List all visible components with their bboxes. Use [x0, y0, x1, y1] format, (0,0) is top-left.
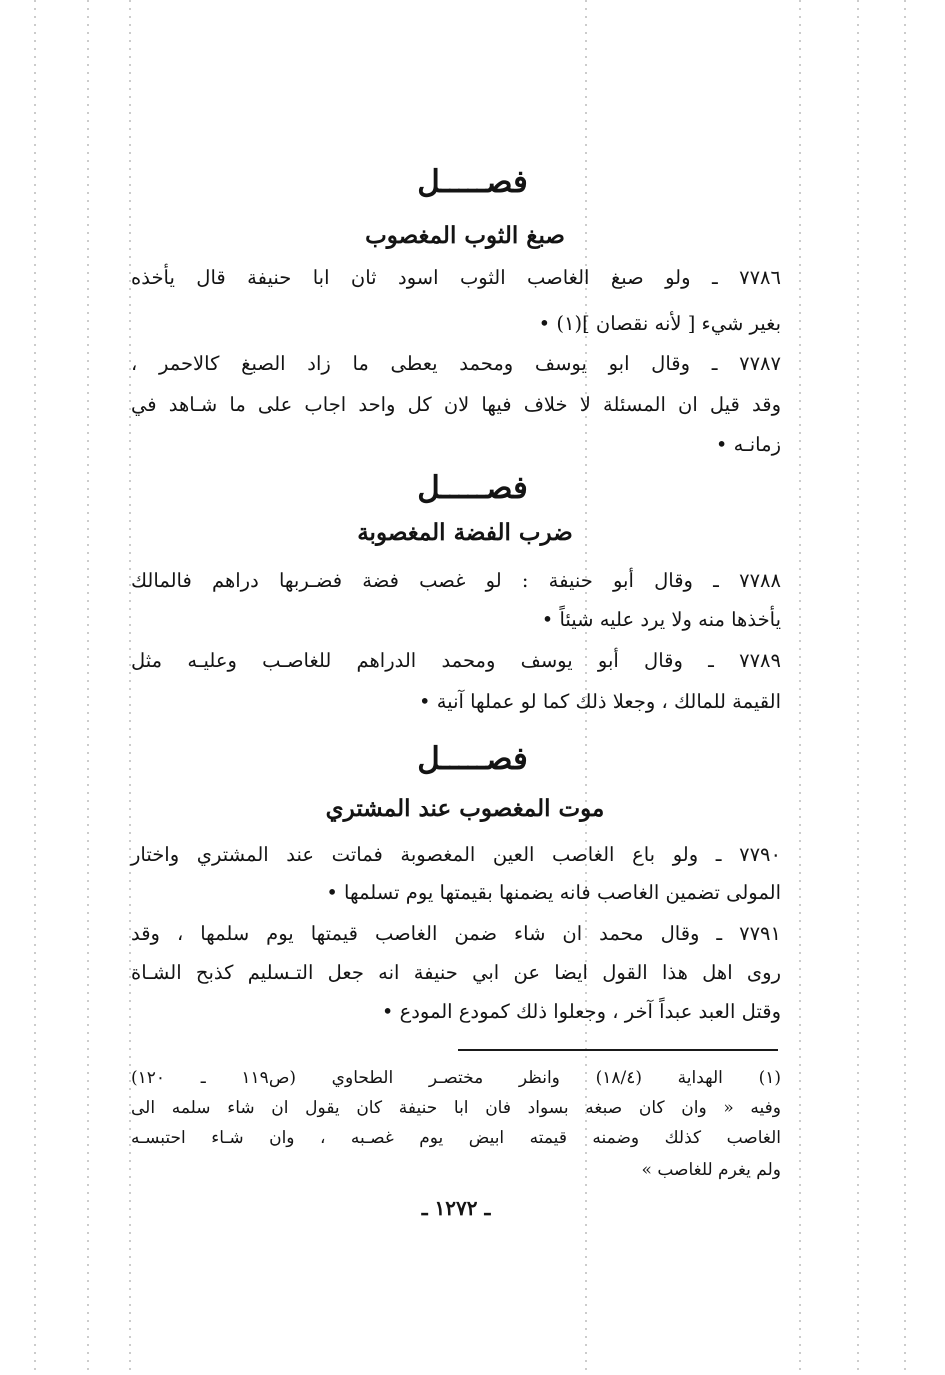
paragraph-line: ٧٧٩٠ ـ ولو باع الغاصب العين المغصوبة فماتت عند المشتري واختار [131, 843, 781, 866]
section-heading: فصـــــل [417, 470, 528, 506]
section-heading: فصـــــل [417, 164, 528, 200]
paragraph-line: وقد قيل ان المسئلة لا خلاف فيها لان كل واحد اجاب على ما شـاهد في [131, 393, 781, 416]
footnote-line: ولم يغرم للغاصب » [641, 1160, 781, 1180]
paragraph-line: بغير شيء [ لأنه نقصان ](١) • [538, 312, 781, 335]
paragraph-line: القيمة للمالك ، وجعلا ذلك كما لو عملها آنية • [419, 690, 781, 713]
paragraph-line: ٧٧٨٦ ـ ولو صبغ الغاصب الثوب اسود ثان ابا حنيفة قال يأخذه [131, 266, 781, 289]
page-number: ـ ١٢٧٢ ـ [421, 1196, 491, 1220]
footnote-line: (١) الهداية (١٨/٤) وانظر مختصـر الطحاوي (ص١١٩ ـ ١٢٠) [131, 1068, 781, 1088]
paragraph-line: ٧٧٩١ ـ وقال محمد ان شاء ضمن الغاصب قيمتها يوم سلمها ، وقد [131, 922, 781, 945]
paragraph-line: ٧٧٨٨ ـ وقال أبو حنيفة : لو غصب فضة فضـربها دراهم فالمالك [131, 569, 781, 592]
section-heading: فصـــــل [417, 741, 528, 777]
section-subheading: موت المغصوب عند المشتري [325, 795, 605, 822]
paragraph-line: ٧٧٨٧ ـ وقال ابو يوسف ومحمد يعطى ما زاد الصبغ كالاحمر ، [131, 352, 781, 375]
footnote-line: وفيه « وان كان صبغه بسواد فان ابا حنيفة كان يقول ان شاء سلمه الى [131, 1098, 781, 1118]
paragraph-line: ٧٧٨٩ ـ وقال أبو يوسف ومحمد الدراهم للغاصـب وعليـه مثل [131, 649, 781, 672]
paragraph-line: روى اهل هذا القول ايضا عن ابي حنيفة انه جعل التـسليم كذبح الشـاة [131, 961, 781, 984]
paragraph-line: يأخذها منه ولا يرد عليه شيئاً • [541, 608, 781, 631]
paragraph-line: زمانـه • [715, 433, 781, 456]
paragraph-line: وقتل العبد عبداً آخر ، وجعلوا ذلك كمودع المودع • [381, 1000, 781, 1023]
footnote-line: الغاصب كذلك وضمنه قيمته ابيض يوم غصـبه ، وان شـاء احتبسـه [131, 1128, 781, 1148]
footnote-separator [458, 1049, 778, 1051]
section-subheading: صبغ الثوب المغصوب [365, 222, 565, 249]
section-subheading: ضرب الفضة المغصوبة [357, 519, 573, 546]
paragraph-line: المولى تضمين الغاصب فانه يضمنها بقيمتها يوم تسلمها • [326, 881, 781, 904]
